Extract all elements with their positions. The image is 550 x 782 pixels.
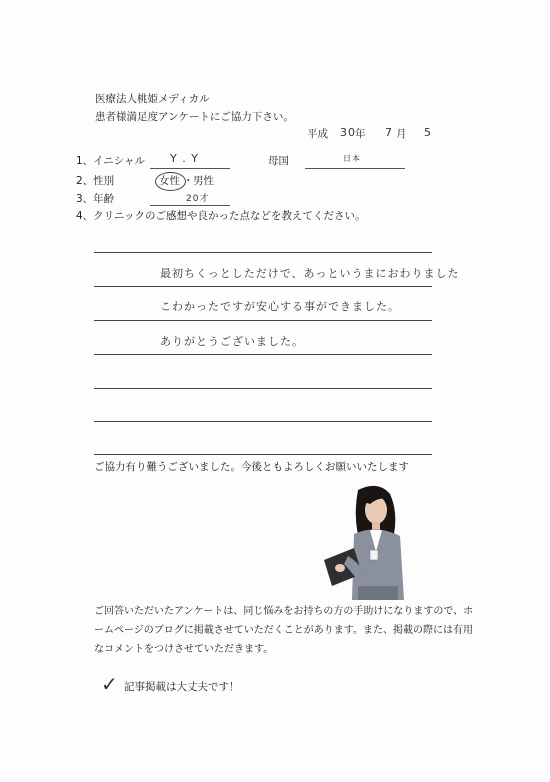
survey-request: 患者様満足度アンケートにご協力下さい。	[95, 111, 294, 123]
date-year-value: 30	[340, 126, 356, 139]
q1-underline	[150, 168, 230, 169]
q1-initials-value: Y . Y	[170, 152, 199, 165]
footer-note-line-2: ームページのブログに掲載させていただくことがあります。また、掲載の際には有用	[94, 625, 473, 636]
date-day-value: 5	[424, 126, 432, 139]
footer-note-line-1: ご回答いただいたアンケートは、同じ悩みをお持ちの方の手助けになりますので、ホ	[94, 606, 474, 617]
checkmark-icon: ✓	[101, 672, 118, 696]
answer-rule	[94, 354, 432, 355]
consent-label: 記事掲載は大丈夫です！	[124, 681, 240, 693]
answer-line-3: ありがとうございました。	[160, 335, 304, 348]
q3-age-value: 20才	[186, 194, 210, 204]
country-label: 母国	[268, 155, 289, 167]
date-month-value: 7	[385, 126, 393, 139]
date-month-label: 月	[396, 128, 407, 140]
answer-rule	[94, 388, 432, 389]
q2-option-female: 女性	[159, 175, 180, 187]
staff-woman-illustration	[318, 482, 418, 600]
clinic-name: 医療法人桃姫メディカル	[95, 93, 210, 105]
answer-rule	[94, 454, 432, 455]
q3-underline	[150, 205, 230, 206]
q1-initials-label: 1、イニシャル	[76, 155, 146, 167]
answer-rule	[94, 421, 432, 422]
q3-age-label: 3、年齢	[76, 193, 115, 205]
answer-rule	[94, 252, 432, 253]
q2-option-male: 男性	[193, 175, 214, 187]
answer-rule	[94, 286, 432, 287]
thanks-message: ご協力有り難うございました。今後ともよろしくお願いいたします	[94, 461, 409, 473]
date-year-label: 年	[355, 128, 366, 140]
answer-line-2: こわかったですが安心する事ができました。	[160, 300, 400, 313]
q4-question: 4、クリニックのご感想や良かった点などを教えてください。	[76, 210, 366, 222]
country-underline	[305, 168, 405, 169]
country-value: 日本	[343, 154, 361, 163]
q2-gender-label: 2、性別	[76, 175, 115, 187]
answer-rule	[94, 320, 432, 321]
footer-note-line-3: なコメントをつけさせていただきます。	[94, 644, 274, 655]
date-era: 平成	[307, 128, 328, 140]
q2-separator: ・	[183, 175, 194, 187]
answer-line-1: 最初ちくっとしただけで、あっというまにおわりました	[160, 267, 460, 280]
